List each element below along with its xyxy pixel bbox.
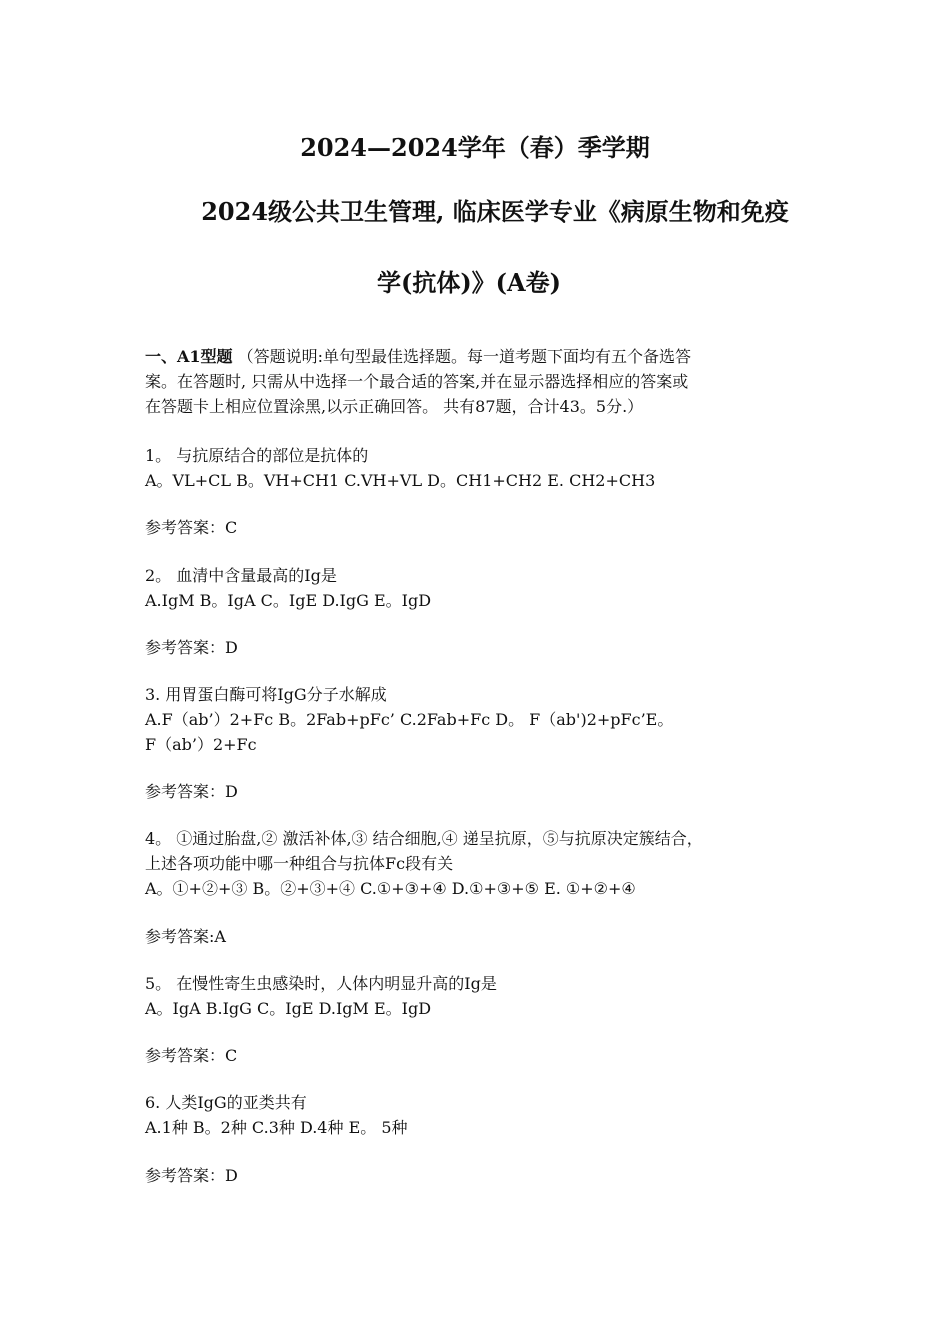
- section-intro-line: [145, 346, 691, 368]
- question-options: F（ab’）2+Fc: [145, 735, 257, 754]
- question-options: A。①+②+③ B。②+③+④ C.①+③+④ D.①+③+⑤ E. ①+②+④: [145, 879, 636, 898]
- section-description: 案。在答题时, 只需从中选择一个最合适的答案,并在显示器选择相应的答案或: [145, 372, 689, 391]
- section-heading: 一、A1型题: [145, 347, 233, 366]
- question-options: A.1种 B。2种 C.3种 D.4种 E。 5种: [145, 1118, 408, 1137]
- question-answer: 参考答案:A: [145, 927, 226, 946]
- question-stem: 上述各项功能中哪一种组合与抗体Fc段有关: [145, 854, 454, 873]
- question-stem: 5。 在慢性寄生虫感染时，人体内明显升高的Ig是: [145, 974, 497, 993]
- question-answer: 参考答案：D: [145, 782, 238, 801]
- question-stem: 4。 ①通过胎盘,② 激活补体,③ 结合细胞,④ 递呈抗原，⑤与抗原决定簇结合，: [145, 829, 703, 848]
- question-stem: 2。 血清中含量最高的Ig是: [145, 566, 337, 585]
- question-answer: 参考答案：C: [145, 1046, 238, 1065]
- question-options: A。IgA B.IgG C。IgE D.IgM E。IgD: [145, 999, 432, 1018]
- exam-title-term: 2024—2024学年（春）季学期: [300, 133, 650, 162]
- exam-title-course: 2024级公共卫生管理, 临床医学专业《病原生物和免疫: [201, 197, 789, 226]
- question-answer: 参考答案：C: [145, 518, 238, 537]
- section-description: （答题说明:单句型最佳选择题。每一道考题下面均有五个备选答: [237, 347, 692, 366]
- question-stem: 3. 用胃蛋白酶可将IgG分子水解成: [145, 685, 387, 704]
- question-answer: 参考答案：D: [145, 1166, 238, 1185]
- question-options: A.IgM B。IgA C。IgE D.IgG E。IgD: [145, 591, 432, 610]
- question-stem: 6. 人类IgG的亚类共有: [145, 1093, 307, 1112]
- question-stem: 1。 与抗原结合的部位是抗体的: [145, 446, 369, 465]
- question-options: A.F（ab’）2+Fc B。2Fab+pFc’ C.2Fab+Fc D。 F（ab')2+pFc’E。: [145, 710, 674, 729]
- exam-title-paper: 学(抗体)》(A卷): [376, 268, 562, 297]
- section-description: 在答题卡上相应位置涂黑,以示正确回答。 共有87题，合计43。5分.）: [145, 397, 644, 416]
- question-options: A。VL+CL B。VH+CH1 C.VH+VL D。CH1+CH2 E. CH2+CH3: [145, 471, 656, 490]
- question-answer: 参考答案：D: [145, 638, 238, 657]
